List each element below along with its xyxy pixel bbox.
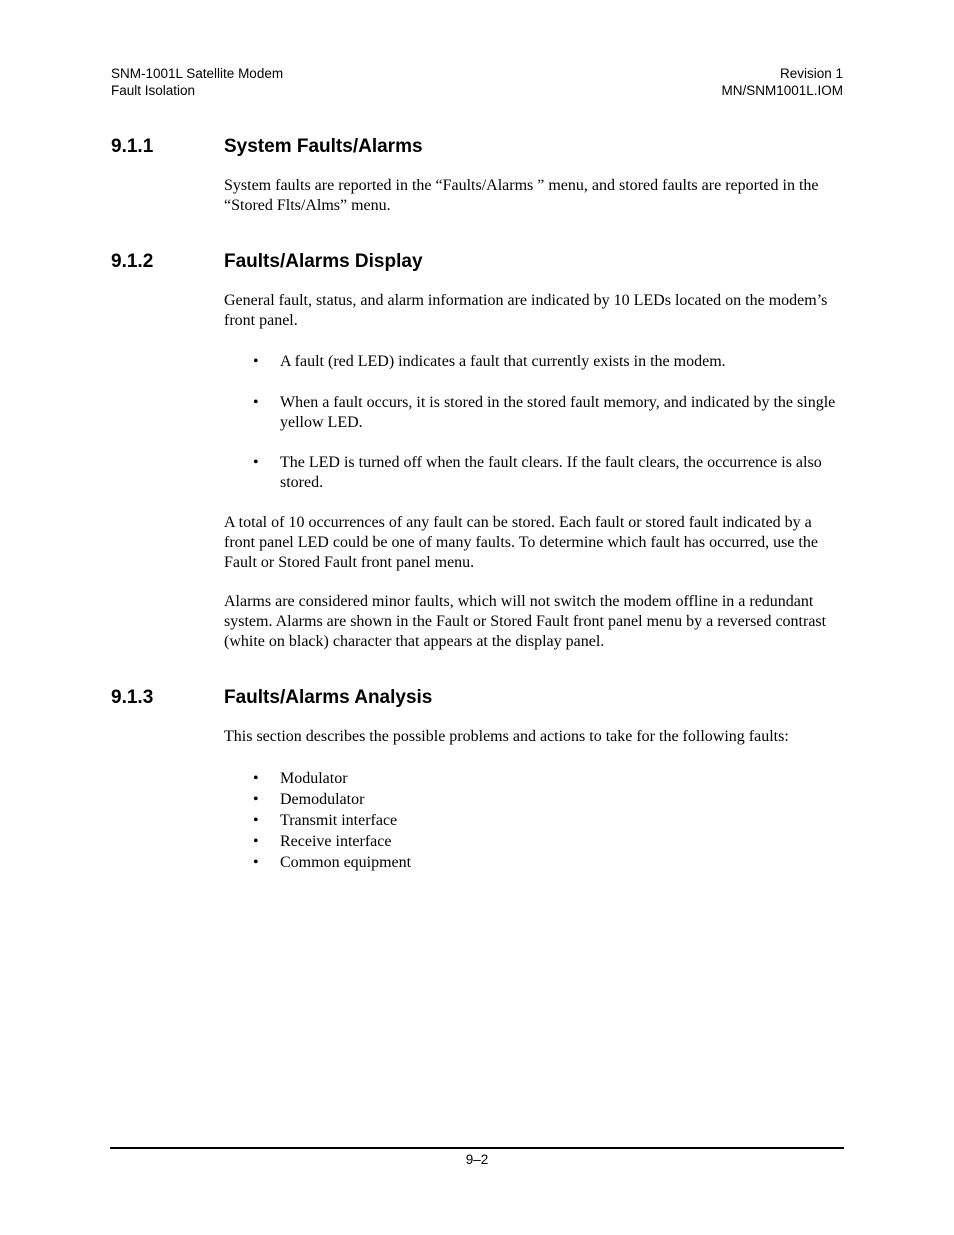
- section-title: System Faults/Alarms: [224, 136, 423, 157]
- list-item: • The LED is turned off when the fault clears. If the fault clears, the occurrence is also stored.: [224, 453, 844, 493]
- bullet-list: [224, 453, 844, 493]
- bullet-list: [224, 393, 844, 433]
- section-title: Faults/Alarms Display: [224, 251, 423, 272]
- list-item: • A fault (red LED) indicates a fault that currently exists in the modem.: [224, 352, 844, 372]
- list-item: • Modulator: [224, 768, 844, 789]
- list-item: • When a fault occurs, it is stored in the stored fault memory, and indicated by the single yellow LED.: [224, 393, 844, 433]
- page-number: 9–2: [465, 1152, 489, 1167]
- list-item: • Common equipment: [224, 852, 844, 873]
- bullet-list: [224, 352, 844, 372]
- paragraph: Alarms are considered minor faults, which will not switch the modem offline in a redundant system. Alarms are shown in the Fault or Stored Fault front panel menu by a reversed contrast (white on black) character that appears at the display panel.: [224, 593, 827, 650]
- list-item: • Receive interface: [224, 831, 844, 852]
- footer-divider: [110, 1147, 844, 1149]
- section-heading-9-1-1: [111, 136, 423, 158]
- doc-number: MN/SNM1001L.IOM: [721, 82, 843, 98]
- chapter-title: Fault Isolation: [111, 82, 196, 98]
- list-item: • Transmit interface: [224, 810, 844, 831]
- list-item: • Demodulator: [224, 789, 844, 810]
- page-header-right: [721, 66, 843, 99]
- revision-label: Revision 1: [779, 66, 843, 81]
- paragraph: This section describes the possible problems and actions to take for the following faults:: [224, 728, 789, 745]
- paragraph: System faults are reported in the “Faults/Alarms ” menu, and stored faults are reported in the “Stored Flts/Alms” menu.: [224, 177, 819, 214]
- doc-title: SNM-1001L Satellite Modem: [111, 66, 284, 81]
- page-header-left: [111, 66, 283, 99]
- paragraph: General fault, status, and alarm information are indicated by 10 LEDs located on the modem’s front panel.: [224, 292, 828, 329]
- section-heading-9-1-3: [111, 687, 432, 709]
- section-number: 9.1.2: [111, 251, 154, 272]
- fault-category-list: [224, 768, 844, 873]
- section-number: 9.1.3: [111, 687, 154, 708]
- section-number: 9.1.1: [111, 136, 154, 157]
- section-title: Faults/Alarms Analysis: [224, 687, 433, 708]
- paragraph: A total of 10 occurrences of any fault can be stored. Each fault or stored fault indicated by a front panel LED could be one of many faults. To determine which fault has occurred, use the Fault or Stored Fault front panel menu.: [224, 514, 818, 571]
- section-heading-9-1-2: [111, 251, 423, 273]
